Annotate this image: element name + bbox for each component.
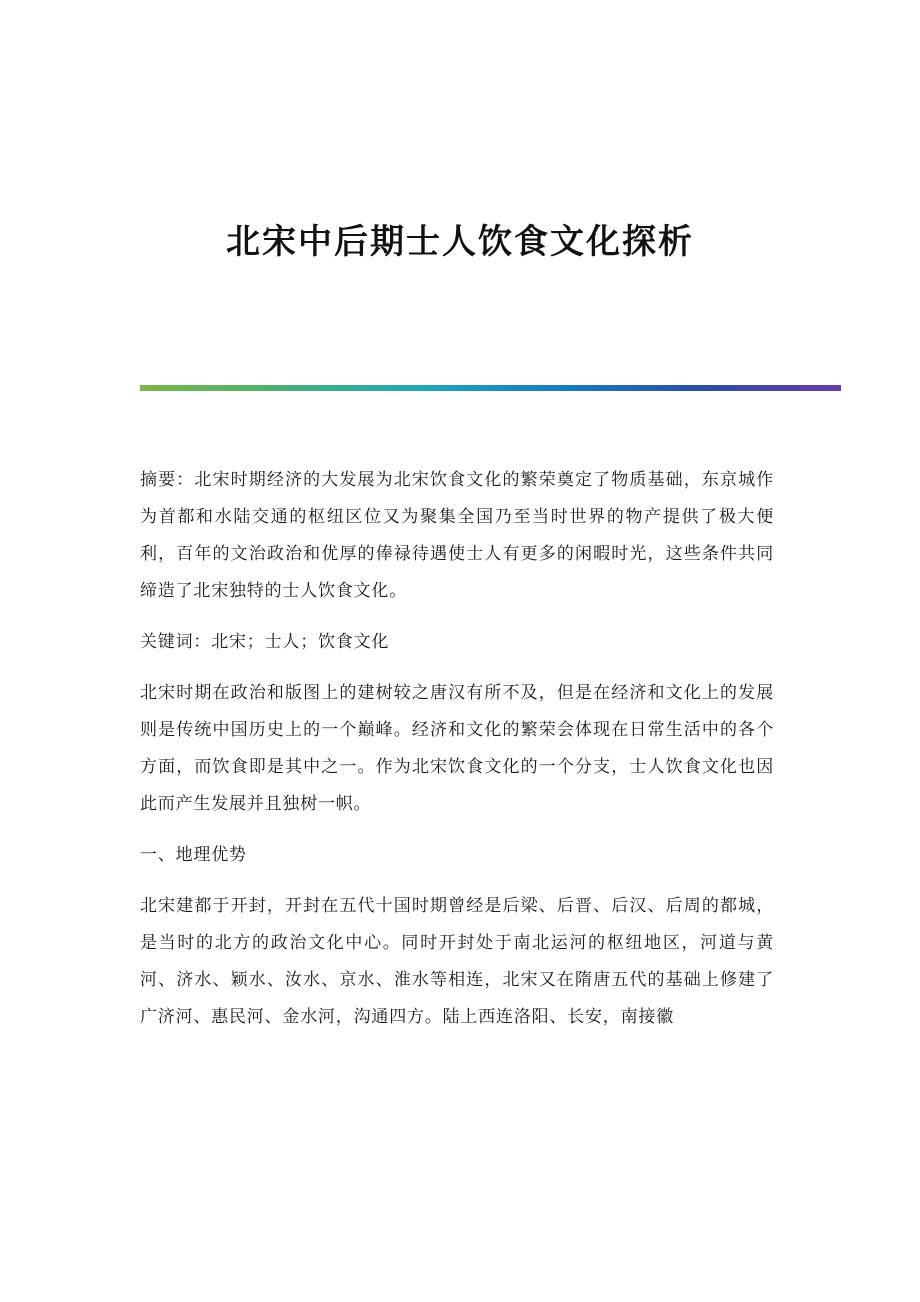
body-paragraph: 北宋建都于开封，开封在五代十国时期曾经是后梁、后晋、后汉、后周的都城，是当时的北方的政治文化中心。同时开封处于南北运河的枢纽地区，河道与黄河、济水、颖水、汝水、京水、淮水等相连，北宋又在隋唐五代的基础上修建了广济河、惠民河、金水河，沟通四方。陆上西连洛阳、长安，南接徽 bbox=[140, 896, 774, 1027]
document-body bbox=[140, 462, 774, 1036]
section-heading: 一、地理优势 bbox=[140, 845, 247, 865]
document-title: 北宋中后期士人饮食文化探析 bbox=[226, 222, 694, 262]
abstract-paragraph: 摘要：北宋时期经济的大发展为北宋饮食文化的繁荣奠定了物质基础，东京城作为首都和水陆交通的枢纽区位又为聚集全国乃至当时世界的物产提供了极大便利，百年的文治政治和优厚的俸禄待遇使士人有更多的闲暇时光，这些条件共同缔造了北宋独特的士人饮食文化。 bbox=[140, 470, 774, 601]
intro-paragraph: 北宋时期在政治和版图上的建树较之唐汉有所不及，但是在经济和文化上的发展则是传统中国历史上的一个巅峰。经济和文化的繁荣会体现在日常生活中的各个方面，而饮食即是其中之一。作为北宋饮食文化的一个分支，士人饮食文化也因此而产生发展并且独树一帜。 bbox=[140, 683, 774, 814]
title-divider bbox=[140, 385, 841, 391]
keywords-line: 关键词：北宋；士人；饮食文化 bbox=[140, 632, 390, 652]
